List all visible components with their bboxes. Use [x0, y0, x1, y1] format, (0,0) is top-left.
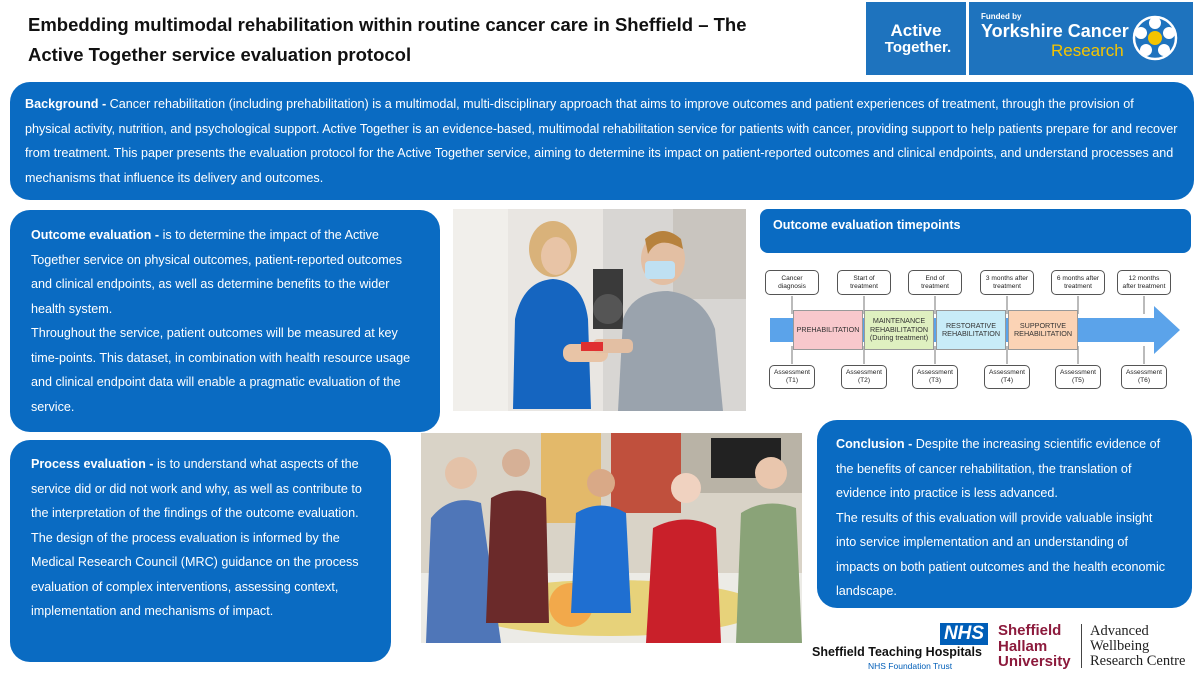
timepoint-label: Start of treatment — [837, 270, 891, 295]
conclusion-section — [817, 420, 1192, 608]
title-line-2: Active Together service evaluation protocol — [28, 44, 412, 65]
shu-line-1: Sheffield — [998, 622, 1062, 639]
active-together-logo-line-1: Active — [890, 20, 942, 40]
active-together-logo — [866, 2, 966, 75]
timepoint-label: 6 months after treatment — [1051, 270, 1105, 295]
process-text-2: The design of the process evaluation is informed by the Medical Research Council (MRC) guidance on the process evaluation of complex interventions, assessing context, implementation and mechanisms of impact. — [31, 530, 359, 618]
process-text-1: is to understand what aspects of the service did or did not work and why, as well as contribute to the interpretation of the findings of the outcome evaluation. — [31, 457, 362, 520]
assessment-label: Assessment (T1) — [769, 365, 815, 389]
assessment-label: Assessment (T5) — [1055, 365, 1101, 389]
staff-with-patient-photo — [453, 209, 746, 411]
conclusion-text-2: The results of this evaluation will provide valuable insight into service implementation and an understanding of impacts on both patient outcomes and the health economic landscape. — [836, 510, 1166, 598]
timepoint-label: 3 months after treatment — [980, 270, 1034, 295]
yorkshire-cancer-research-logo — [969, 2, 1193, 75]
nhs-foundation-trust-text: NHS Foundation Trust — [868, 661, 953, 671]
logo-divider — [1081, 624, 1082, 668]
awrc-line-2: Wellbeing — [1090, 638, 1150, 654]
background-text: Cancer rehabilitation (including prehabilitation) is a multimodal, multi-disciplinary approach that aims to improve outcomes and patient experiences of treatment, through the provision of physical activity, nutrition, and psychological support. Active Together is an evidence-based, multimodal rehabilitation service for patients with cancer, providing support to help patients prepare for and recover from treatment. This paper presents the evaluation protocol for the Active Together service, aiming to determine its impact on patient-reported outcomes and clinical endpoints, and understand processes and mechanisms that influence its delivery and outcomes. — [25, 97, 1178, 185]
shu-line-2: Hallam — [998, 637, 1048, 655]
shu-line-3: University — [998, 653, 1071, 670]
ycr-name-line-2: Research — [1051, 41, 1124, 60]
poster-title — [28, 10, 848, 70]
rehabilitation-phase: SUPPORTIVE REHABILITATION — [1008, 310, 1078, 350]
outcome-heading: Outcome evaluation - — [31, 228, 163, 242]
assessment-label: Assessment (T4) — [984, 365, 1030, 389]
sheffield-teaching-hospitals-name: Sheffield Teaching Hospitals — [812, 645, 982, 659]
yorkshire-rose-icon — [1129, 12, 1181, 64]
active-together-logo-line-2: Together. — [884, 38, 952, 56]
advanced-wellbeing-research-centre-logo — [1090, 624, 1185, 669]
timepoint-label: 12 months after treatment — [1117, 270, 1171, 295]
awrc-line-1: Advanced — [1090, 623, 1149, 639]
conclusion-heading: Conclusion - — [836, 437, 916, 451]
outcome-text-1: is to determine the impact of the Active Together service on physical outcomes, patient-reported outcomes and clinical endpoints, as well as determine benefits to the wider health system. — [31, 228, 403, 316]
timepoint-label: Cancer diagnosis — [765, 270, 819, 295]
background-section — [10, 82, 1194, 200]
process-heading: Process evaluation - — [31, 457, 157, 471]
rehabilitation-phase: RESTORATIVE REHABILITATION — [936, 310, 1006, 350]
group-session-photo — [421, 433, 802, 643]
rehabilitation-phase: MAINTENANCE REHABILITATION (During treatment) — [864, 310, 934, 350]
ycr-name-line-1: Yorkshire Cancer — [981, 21, 1129, 41]
conclusion-text-1: Despite the increasing scientific evidence of the benefits of cancer rehabilitation, the translation of evidence into practice is less advanced. — [836, 437, 1161, 500]
background-heading: Background - — [25, 97, 110, 111]
nhs-logo: NHS — [940, 623, 988, 645]
timepoint-label: End of treatment — [908, 270, 962, 295]
title-line-1: Embedding multimodal rehabilitation within routine cancer care in Sheffield – The — [28, 14, 747, 35]
process-evaluation-section — [10, 440, 391, 662]
funded-by-text: Funded by — [981, 12, 1022, 21]
timepoints-diagram — [760, 266, 1194, 398]
awrc-line-3: Research Centre — [1090, 653, 1186, 669]
timepoints-header: Outcome evaluation timepoints — [760, 209, 1191, 253]
outcome-text-2: Throughout the service, patient outcomes will be measured at key time-points. This dataset, in combination with health resource usage and clinical endpoint data will enable a pragmatic evaluation of the service. — [31, 326, 411, 414]
assessment-label: Assessment (T2) — [841, 365, 887, 389]
sheffield-hallam-university-logo — [998, 623, 1071, 670]
assessment-label: Assessment (T3) — [912, 365, 958, 389]
rehabilitation-phase: PREHABILITATION — [793, 310, 863, 350]
assessment-label: Assessment (T6) — [1121, 365, 1167, 389]
outcome-evaluation-section — [10, 210, 440, 432]
